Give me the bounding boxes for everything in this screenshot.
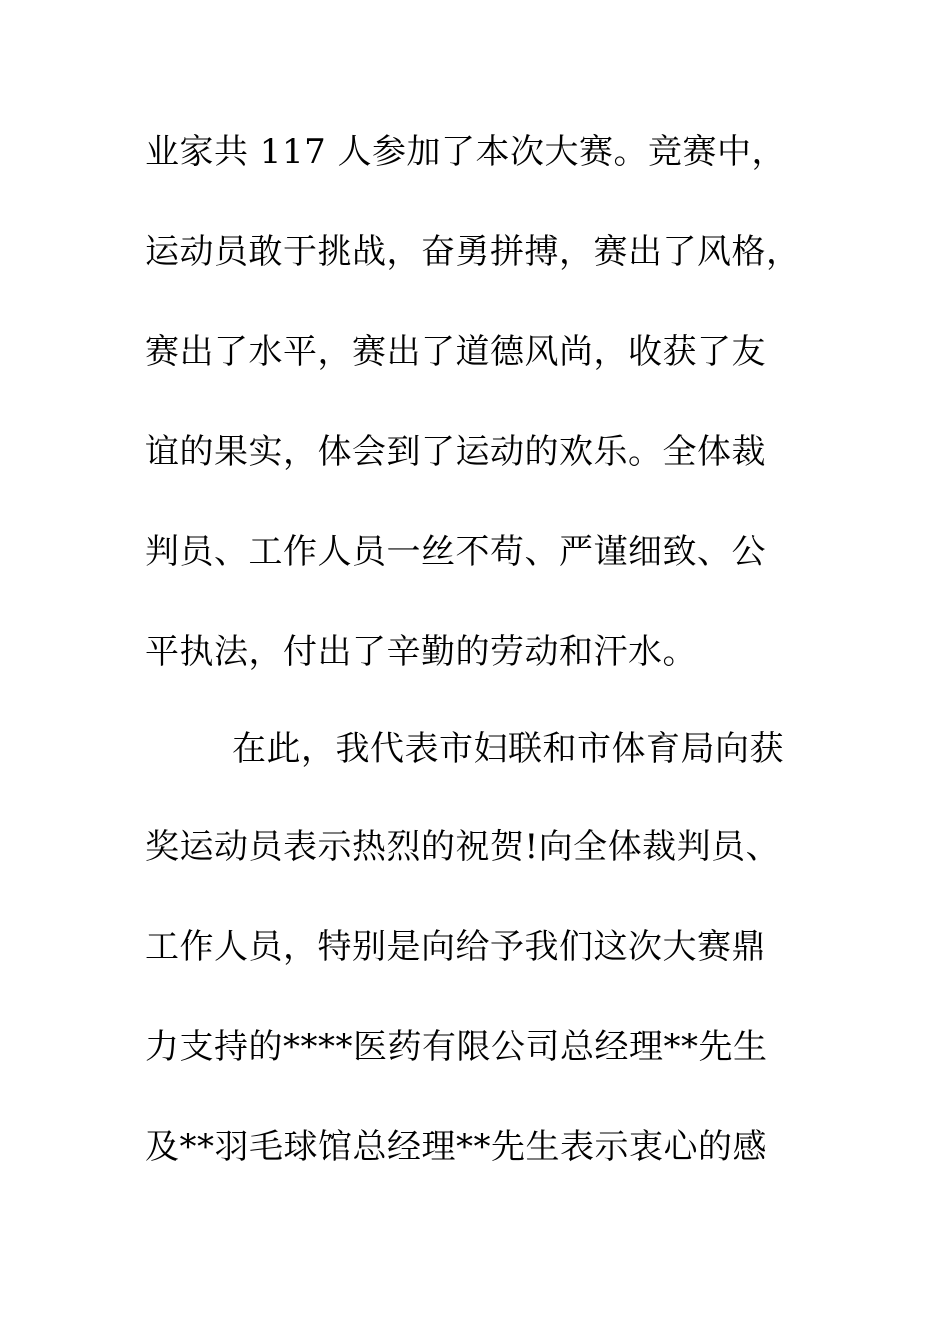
text-line: 奖运动员表示热烈的祝贺!向全体裁判员、 (145, 827, 781, 867)
text-line: 平执法，付出了辛勤的劳动和汗水。 (145, 632, 697, 672)
text-line: 及**羽毛球馆总经理**先生表示衷心的感 (145, 1127, 767, 1167)
text-line: 力支持的****医药有限公司总经理**先生 (145, 1027, 768, 1067)
text-line: 判员、工作人员一丝不苟、严谨细致、公 (145, 532, 766, 572)
text-line: 谊的果实，体会到了运动的欢乐。全体裁 (145, 432, 766, 472)
text-line: 业家共 117 人参加了本次大赛。竞赛中， (145, 132, 787, 172)
text-line: 赛出了水平，赛出了道德风尚，收获了友 (145, 332, 766, 372)
paragraph-start-line: 在此，我代表市妇联和市体育局向获 (232, 729, 784, 769)
text-line: 运动员敢于挑战，奋勇拼搏，赛出了风格， (145, 232, 801, 272)
text-line: 工作人员，特别是向给予我们这次大赛鼎 (145, 927, 766, 967)
